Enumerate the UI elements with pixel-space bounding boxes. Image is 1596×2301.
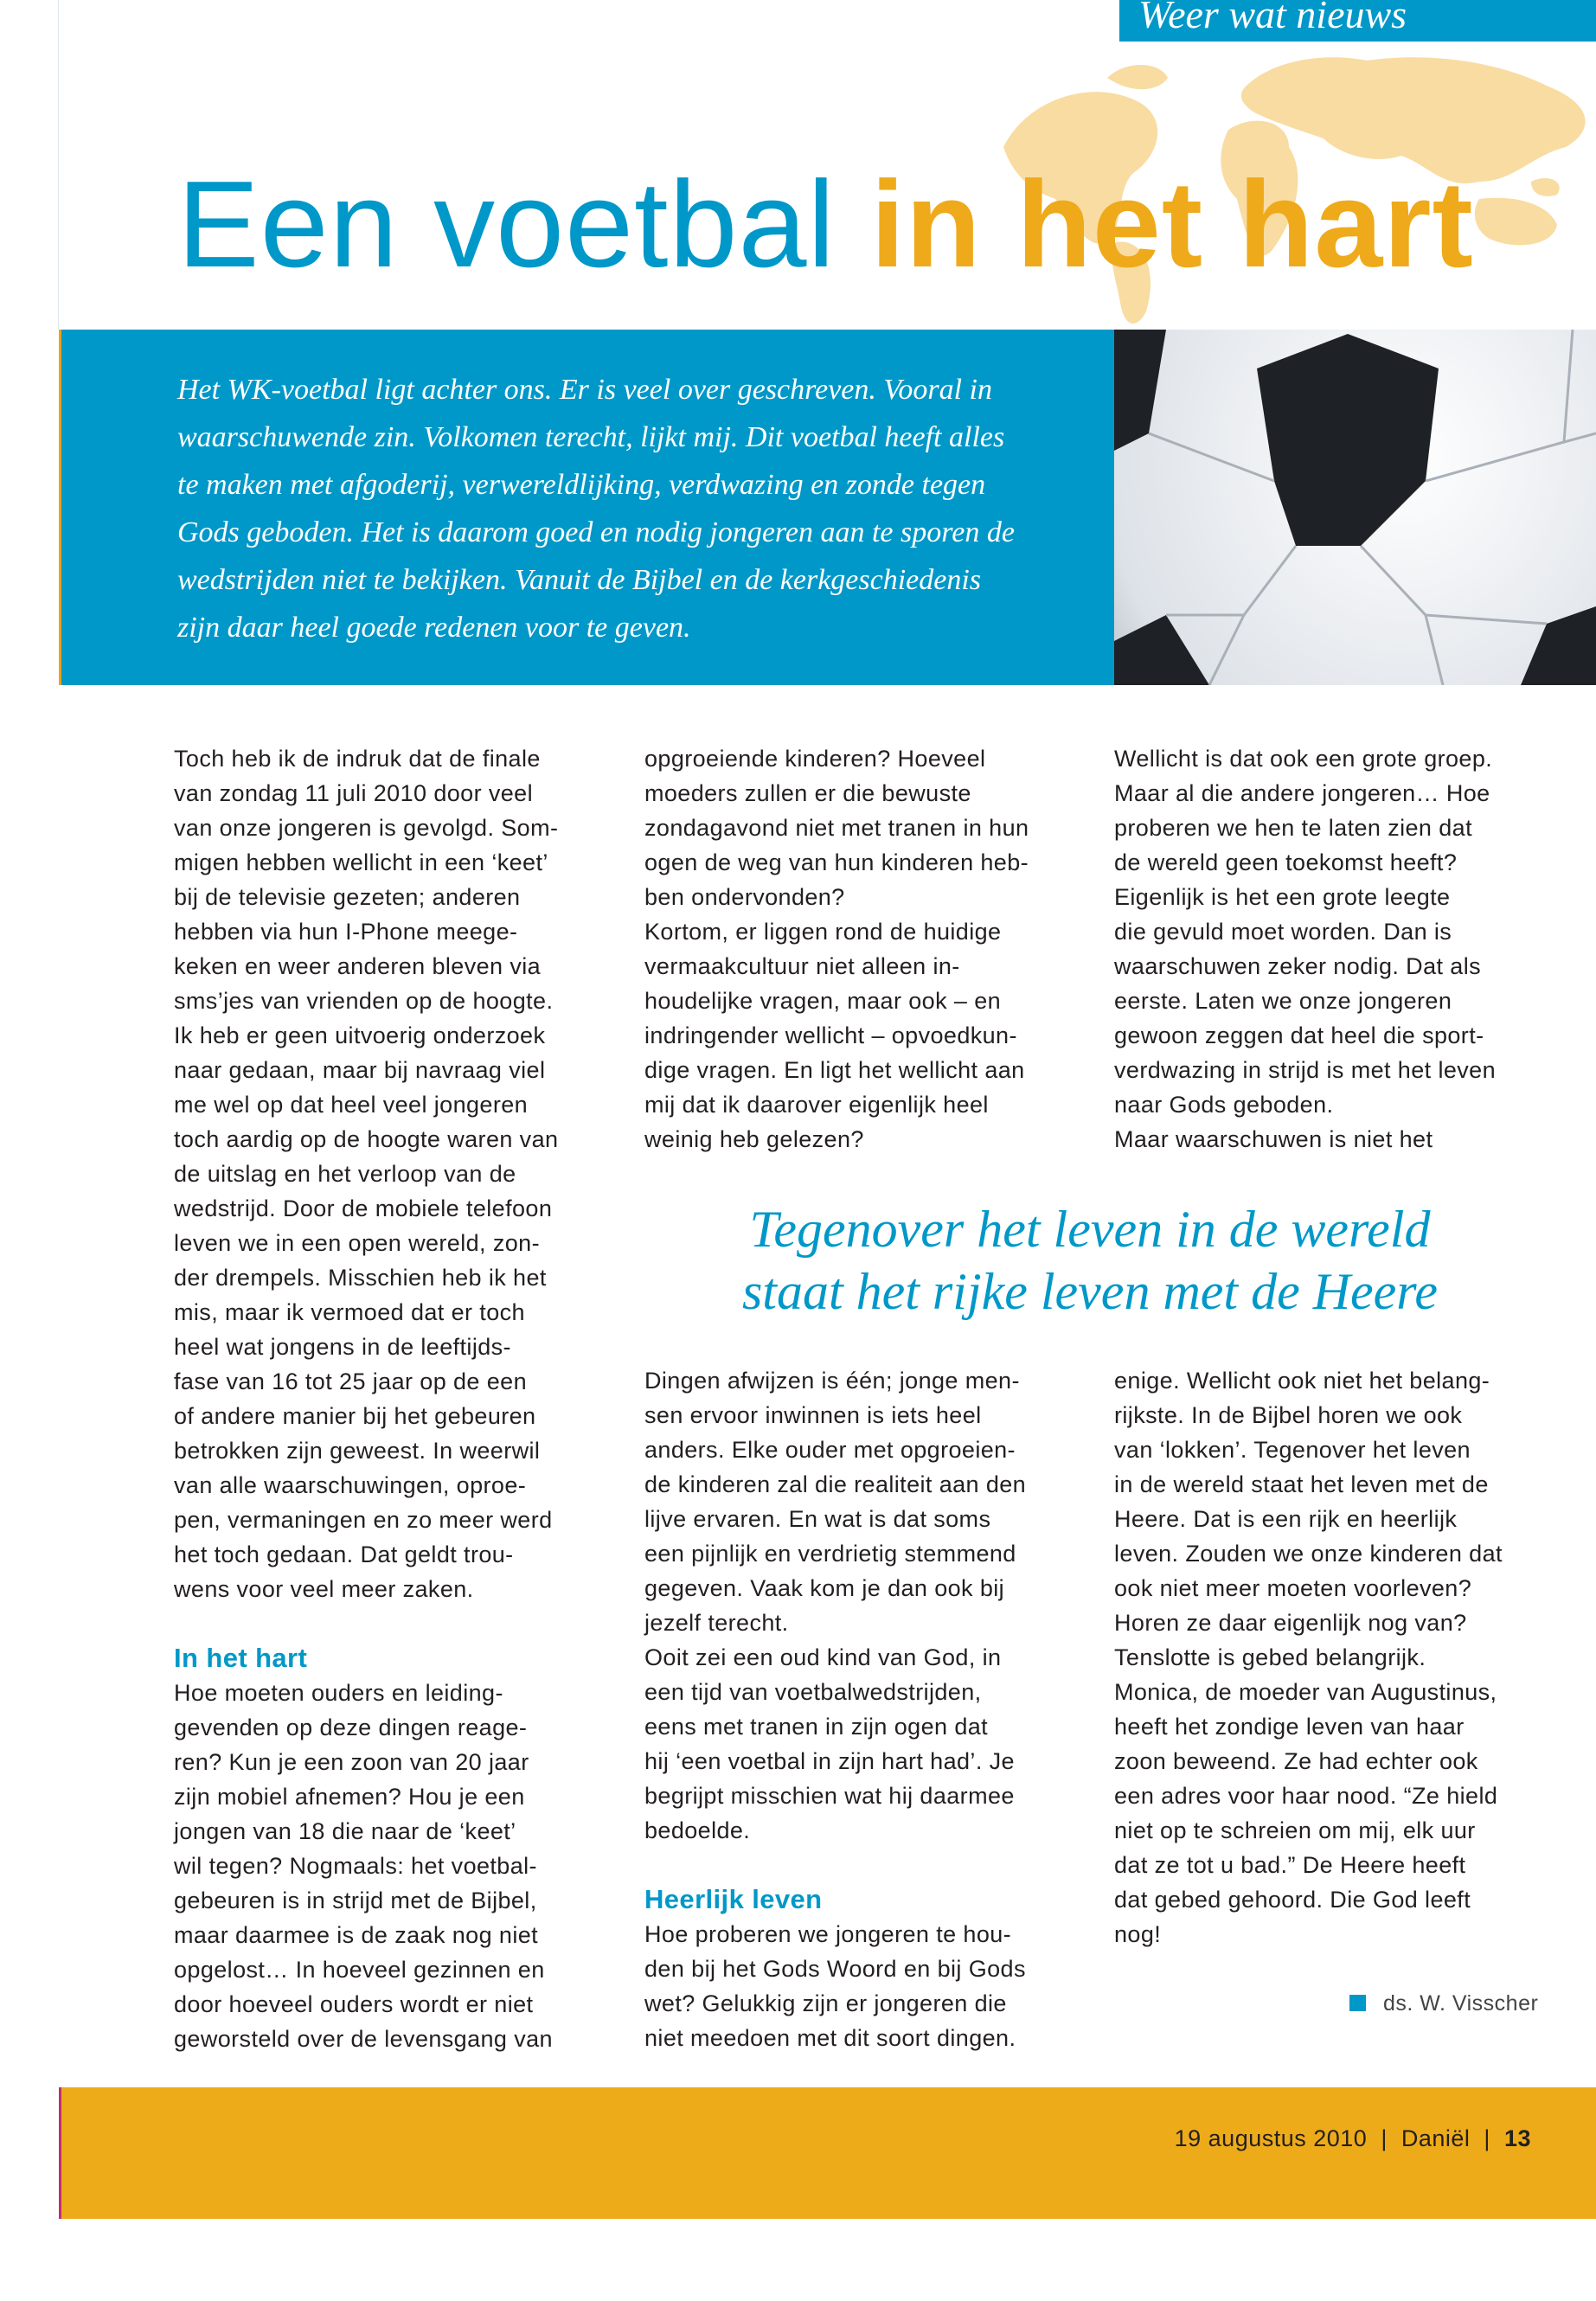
footer-separator: | bbox=[1484, 2125, 1490, 2151]
body-text-line: ren? Kun je een zoon van 20 jaar bbox=[174, 1749, 529, 1775]
body-text-line: jongen van 18 die naar de ‘keet’ bbox=[174, 1818, 516, 1844]
body-text-line: naar Gods geboden. bbox=[1114, 1092, 1334, 1118]
body-text-line: een pijnlijk en verdrietig stemmend bbox=[644, 1541, 1016, 1567]
body-text-line: de uitslag en het verloop van de bbox=[174, 1161, 516, 1187]
intro-box bbox=[59, 330, 1114, 685]
body-text-line: jezelf terecht. bbox=[644, 1610, 789, 1636]
body-text-line: niet op te schreien om mij, elk uur bbox=[1114, 1817, 1476, 1843]
section-heading: In het hart bbox=[174, 1643, 308, 1673]
pull-quote bbox=[644, 1198, 1535, 1323]
body-text-line: nog! bbox=[1114, 1921, 1162, 1947]
body-text-line: het toch gedaan. Dat geldt trou- bbox=[174, 1541, 514, 1567]
byline-square-icon bbox=[1349, 1995, 1366, 2011]
body-text-line: ogen de weg van hun kinderen heb- bbox=[644, 849, 1029, 875]
body-text-line: enige. Wellicht ook niet het belang- bbox=[1114, 1368, 1490, 1394]
intro-text-line: wedstrijden niet te bekijken. Vanuit de Bijbel en de kerkgeschiedenis bbox=[177, 564, 982, 596]
body-text-line: weinig heb gelezen? bbox=[644, 1126, 864, 1152]
body-text-line: gevenden op deze dingen reage- bbox=[174, 1715, 528, 1740]
title-part-1: Een voetbal bbox=[177, 156, 836, 293]
body-text-line: Eigenlijk is het een grote leegte bbox=[1114, 884, 1451, 910]
body-text-line: Horen ze daar eigenlijk nog van? bbox=[1114, 1610, 1467, 1636]
footer-band bbox=[59, 2087, 1596, 2219]
body-text-line: migen hebben wellicht in een ‘keet’ bbox=[174, 849, 548, 875]
body-text-line: der drempels. Misschien heb ik het bbox=[174, 1265, 547, 1291]
body-text-line: Maar al die andere jongeren… Hoe bbox=[1114, 780, 1490, 806]
body-text-line: of andere manier bij het gebeuren bbox=[174, 1403, 536, 1429]
body-text-line: indringender wellicht – opvoedkun- bbox=[644, 1022, 1017, 1048]
footer-magazine: Daniël bbox=[1401, 2125, 1471, 2151]
body-text-line: toch aardig op de hoogte waren van bbox=[174, 1126, 559, 1152]
paragraph-gap bbox=[174, 1606, 558, 1641]
body-text-line: mij dat ik daarover eigenlijk heel bbox=[644, 1092, 989, 1118]
body-text-line: de kinderen zal die realiteit aan den bbox=[644, 1471, 1027, 1497]
body-text-line: pen, vermaningen en zo meer werd bbox=[174, 1507, 553, 1533]
body-text-line: heeft het zondige leven van haar bbox=[1114, 1714, 1465, 1740]
body-text-line: opgelost… In hoeveel gezinnen en bbox=[174, 1957, 545, 1983]
body-text-line: Hoe proberen we jongeren te hou- bbox=[644, 1921, 1012, 1947]
body-text-line: leven. Zouden we onze kinderen dat bbox=[1114, 1541, 1503, 1567]
body-text-line: rijkste. In de Bijbel horen we ook bbox=[1114, 1402, 1463, 1428]
footer-date: 19 augustus 2010 bbox=[1174, 2125, 1368, 2151]
body-text-line: de wereld geen toekomst heeft? bbox=[1114, 849, 1458, 875]
section-heading: Heerlijk leven bbox=[644, 1884, 823, 1914]
body-text-line: betrokken zijn geweest. In weerwil bbox=[174, 1438, 541, 1464]
body-text-line: fase van 16 tot 25 jaar op de een bbox=[174, 1368, 527, 1394]
body-text-line: gewoon zeggen dat heel die sport- bbox=[1114, 1022, 1484, 1048]
body-text-line: zoon beweend. Ze had echter ook bbox=[1114, 1748, 1478, 1774]
footer-text bbox=[1175, 2125, 1531, 2152]
body-text-line: hij ‘een voetbal in zijn hart had’. Je bbox=[644, 1748, 1015, 1774]
body-text-line: gegeven. Vaak kom je dan ook bij bbox=[644, 1575, 1005, 1601]
body-text-line: Maar waarschuwen is niet het bbox=[1114, 1126, 1433, 1152]
body-text-line: verdwazing in strijd is met het leven bbox=[1114, 1057, 1496, 1083]
body-text-line: Ooit zei een oud kind van God, in bbox=[644, 1644, 1002, 1670]
body-text-line: mis, maar ik vermoed dat er toch bbox=[174, 1299, 525, 1325]
column-3-top bbox=[1114, 741, 1496, 1157]
column-1 bbox=[174, 741, 558, 2056]
body-text-line: zijn mobiel afnemen? Hou je een bbox=[174, 1784, 525, 1810]
body-text-line: dat gebed gehoord. Die God leeft bbox=[1114, 1887, 1471, 1913]
body-text-line: me wel op dat heel veel jongeren bbox=[174, 1092, 529, 1118]
body-text-line: in de wereld staat het leven met de bbox=[1114, 1471, 1489, 1497]
body-text-line: bij de televisie gezeten; anderen bbox=[174, 884, 521, 910]
body-text-line: door hoeveel ouders wordt er niet bbox=[174, 1991, 534, 2017]
body-text-line: zondagavond niet met tranen in hun bbox=[644, 815, 1029, 841]
body-text-line: Wellicht is dat ook een grote groep. bbox=[1114, 746, 1493, 772]
body-text-line: dige vragen. En ligt het wellicht aan bbox=[644, 1057, 1025, 1083]
body-text-line: wet? Gelukkig zijn er jongeren die bbox=[644, 1990, 1007, 2016]
column-2-bottom bbox=[644, 1363, 1026, 2055]
body-text-line: den bij het Gods Woord en bij Gods bbox=[644, 1956, 1026, 1982]
body-text-line: begrijpt misschien wat hij daarmee bbox=[644, 1783, 1015, 1809]
body-text-line: ben ondervonden? bbox=[644, 884, 845, 910]
column-3-bottom bbox=[1114, 1363, 1503, 1952]
body-text-line: Hoe moeten ouders en leiding- bbox=[174, 1680, 503, 1706]
body-text-line: Toch heb ik de indruk dat de finale bbox=[174, 746, 541, 772]
body-text-line: bedoelde. bbox=[644, 1817, 751, 1843]
body-text-line: geworsteld over de levensgang van bbox=[174, 2026, 553, 2052]
body-text-line: gebeuren is in strijd met de Bijbel, bbox=[174, 1888, 537, 1913]
author-name: ds. W. Visscher bbox=[1383, 1991, 1539, 2016]
body-text-line: hebben via hun I-Phone meege- bbox=[174, 919, 518, 945]
body-text-line: vermaakcultuur niet alleen in- bbox=[644, 953, 960, 979]
body-text-line: die gevuld moet worden. Dan is bbox=[1114, 919, 1452, 945]
body-text-line: wens voor veel meer zaken. bbox=[174, 1576, 474, 1602]
column-2-top bbox=[644, 741, 1029, 1157]
intro-text-line: te maken met afgoderij, verwereldlijking, verdwazing en zonde tegen bbox=[177, 469, 986, 501]
body-text-line: van onze jongeren is gevolgd. Som- bbox=[174, 815, 559, 841]
footer-separator: | bbox=[1381, 2125, 1388, 2151]
body-text-line: opgroeiende kinderen? Hoeveel bbox=[644, 746, 986, 772]
body-text-line: wedstrijd. Door de mobiele telefoon bbox=[174, 1195, 553, 1221]
intro-text-line: zijn daar heel goede redenen voor te geven. bbox=[177, 612, 691, 644]
body-text-line: heel wat jongens in de leeftijds- bbox=[174, 1334, 511, 1360]
title-part-2: in het hart bbox=[870, 156, 1474, 293]
body-text-line: van zondag 11 juli 2010 door veel bbox=[174, 780, 533, 806]
body-text-line: eens met tranen in zijn ogen dat bbox=[644, 1714, 989, 1740]
body-text-line: van ‘lokken’. Tegenover het leven bbox=[1114, 1437, 1471, 1463]
intro-text-line: Het WK-voetbal ligt achter ons. Er is veel over geschreven. Vooral in bbox=[177, 374, 993, 406]
body-text-line: anders. Elke ouder met opgroeien- bbox=[644, 1437, 1016, 1463]
body-text-line: houdelijke vragen, maar ook – en bbox=[644, 988, 1002, 1014]
body-text-line: wil tegen? Nogmaals: het voetbal- bbox=[174, 1853, 537, 1879]
body-text-line: Heere. Dat is een rijk en heerlijk bbox=[1114, 1506, 1458, 1532]
intro-text-line: waarschuwende zin. Volkomen terecht, lijkt mij. Dit voetbal heeft alles bbox=[177, 421, 1005, 453]
page-edge-line bbox=[58, 0, 59, 330]
body-text-line: keken en weer anderen bleven via bbox=[174, 953, 542, 979]
soccer-ball-image bbox=[1114, 330, 1596, 685]
body-text-line: maar daarmee is de zaak nog niet bbox=[174, 1922, 539, 1948]
body-text-line: sms’jes van vrienden op de hoogte. bbox=[174, 988, 554, 1014]
paragraph-gap bbox=[644, 1848, 1026, 1882]
body-text-line: proberen we hen te laten zien dat bbox=[1114, 815, 1472, 841]
body-text-line: leven we in een open wereld, zon- bbox=[174, 1230, 540, 1256]
body-text-line: Tenslotte is gebed belangrijk. bbox=[1114, 1644, 1426, 1670]
body-text-line: ook niet meer moeten voorleven? bbox=[1114, 1575, 1472, 1601]
body-text-line: een adres voor haar nood. “Ze hield bbox=[1114, 1783, 1498, 1809]
body-text-line: een tijd van voetbalwedstrijden, bbox=[644, 1679, 982, 1705]
byline bbox=[1349, 1991, 1538, 2016]
body-text-line: van alle waarschuwingen, oproe- bbox=[174, 1472, 527, 1498]
article-title bbox=[177, 156, 1474, 294]
body-text-line: lijve ervaren. En wat is dat soms bbox=[644, 1506, 991, 1532]
body-text-line: sen ervoor inwinnen is iets heel bbox=[644, 1402, 982, 1428]
body-text-line: niet meedoen met dit soort dingen. bbox=[644, 2025, 1016, 2051]
body-text-line: Dingen afwijzen is één; jonge men- bbox=[644, 1368, 1020, 1394]
body-text-line: Ik heb er geen uitvoerig onderzoek bbox=[174, 1022, 546, 1048]
section-tab: Weer wat nieuws bbox=[1119, 0, 1596, 42]
intro-text bbox=[177, 366, 1015, 651]
body-text-line: waarschuwen zeker nodig. Dat als bbox=[1114, 953, 1482, 979]
pull-quote-line: staat het rijke leven met de Heere bbox=[741, 1263, 1439, 1320]
body-text-line: dat ze tot u bad.” De Heere heeft bbox=[1114, 1852, 1466, 1878]
body-text-line: Monica, de moeder van Augustinus, bbox=[1114, 1679, 1497, 1705]
body-text-line: Kortom, er liggen rond de huidige bbox=[644, 919, 1002, 945]
intro-text-line: Gods geboden. Het is daarom goed en nodig jongeren aan te sporen de bbox=[177, 516, 1015, 548]
body-text-line: moeders zullen er die bewuste bbox=[644, 780, 971, 806]
body-text-line: eerste. Laten we onze jongeren bbox=[1114, 988, 1452, 1014]
page-number: 13 bbox=[1503, 2125, 1531, 2151]
body-text-line: naar gedaan, maar bij navraag viel bbox=[174, 1057, 546, 1083]
pull-quote-line: Tegenover het leven in de wereld bbox=[749, 1201, 1431, 1258]
